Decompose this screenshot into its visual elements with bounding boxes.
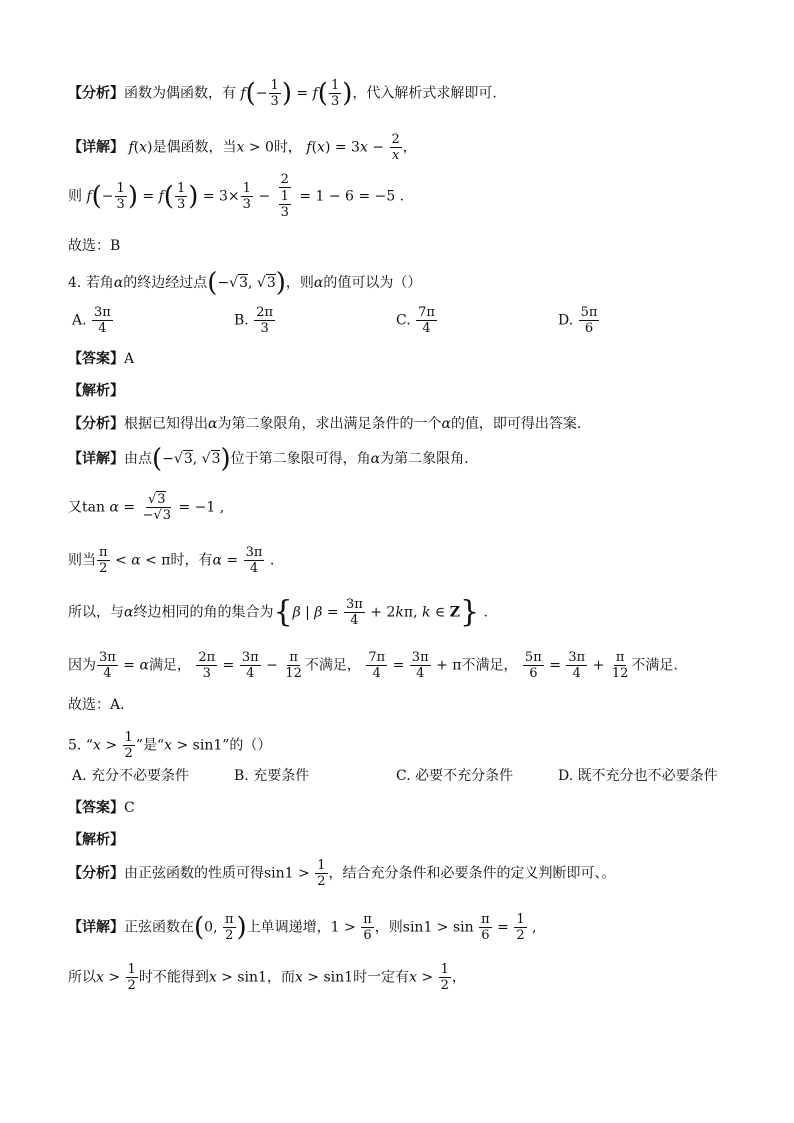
- analysis-tag: 【分析】: [68, 865, 124, 882]
- q4-option-d: [558, 305, 600, 336]
- q4-stem: 4. 若角α的终边经过点(−√3, √3)，则α的值可以为（）: [68, 268, 422, 298]
- q4-so-b: 终边相同的角的集合为: [133, 604, 274, 621]
- q4-option-c: [396, 305, 438, 336]
- q3-analysis-text: 函数为偶函数，有: [124, 85, 236, 102]
- option-letter: A.: [72, 312, 87, 329]
- q4-detail: 【详解】由点(−√3, √3)位于第二象限可得，角α为第二象限角.: [68, 444, 469, 474]
- q3-detail-end: ，: [402, 139, 417, 156]
- q4-then-when-b: 时，有: [170, 552, 213, 569]
- q5-stem-b: ”是“: [135, 737, 165, 754]
- q3-analysis-line: 【分析】函数为偶函数，有 f(− $\frac{1}{3}$ ) = f( $\frac{1}{3}$ )，代入解析式求解即可.: [68, 78, 497, 109]
- q4-detail-a: 由点: [124, 451, 152, 467]
- q5-option-c: [396, 765, 513, 785]
- q5-stem-c: ”的（）: [222, 737, 272, 754]
- q5-answer: [68, 797, 135, 817]
- option-letter: C.: [396, 768, 411, 784]
- explain-tag: 【解析】: [68, 383, 124, 399]
- q4-analysis-a: 根据已知得出: [124, 416, 208, 432]
- option-text: 必要不充分条件: [415, 768, 514, 784]
- detail-tag: 【详解】: [68, 919, 124, 936]
- q4-option-b: [234, 305, 276, 336]
- answer-value: A: [124, 351, 135, 367]
- q4-detail-b: 位于第二象限可得，角: [230, 451, 371, 467]
- q5-option-a: [72, 765, 189, 785]
- q4-tan-line: 又tan α = $\frac{√3}{-√3}$ = −1 ,: [68, 492, 225, 523]
- option-den: 4: [98, 321, 107, 336]
- q3-compute-line: 则 f(− $\frac{1}{3}$ ) = f( $\frac{1}{3}$ ) = 3× $\frac{1}{3}$ − $\frac{2}{\frac{1}{3}}$ = 1 − 6 = −5 .: [68, 172, 405, 220]
- option-text: 既不充分也不必要条件: [577, 768, 718, 784]
- q4-range-line: 则当 $\frac{\pi}{2}$ < α < π时，有α = $\frac{3\pi}{4}$ .: [68, 545, 275, 576]
- option-text: 充要条件: [253, 768, 310, 784]
- q4-analysis-c: 的值，即可得出答案.: [450, 416, 582, 432]
- q4-choice: 故选：A.: [68, 697, 125, 713]
- q5-option-b: [234, 765, 309, 785]
- q5-last-c: ，而: [266, 969, 295, 986]
- q4-detail-c: 为第二象限角.: [380, 451, 469, 467]
- q5-analysis-b: ，结合充分条件和必要条件的定义判断即可、。: [328, 865, 616, 882]
- q5-detail-c: ，则: [374, 919, 403, 936]
- option-den: 3: [260, 321, 269, 336]
- q4-not-satisfy-end: 不满足.: [631, 657, 678, 674]
- q5-explain-tag: [68, 829, 124, 849]
- option-den: 6: [584, 321, 594, 336]
- option-text: 充分不必要条件: [91, 768, 190, 784]
- q4-stem-a: 若角: [85, 275, 114, 291]
- q4-because: 因为: [68, 657, 96, 674]
- detail-tag: 【详解】: [68, 139, 124, 156]
- q5-option-d: [558, 765, 718, 785]
- q4-number: 4.: [68, 275, 82, 291]
- q4-so-a: 所以，与: [68, 604, 124, 621]
- q5-last-a: 所以: [68, 969, 96, 986]
- q5-analysis-a: 由正弦函数的性质可得: [124, 865, 264, 882]
- answer-value: C: [124, 800, 135, 816]
- q5-last-e: ，: [451, 969, 466, 986]
- option-letter: B.: [234, 768, 249, 784]
- q4-satisfy: 满足，: [148, 657, 191, 674]
- answer-tag: 【答案】: [68, 800, 124, 816]
- explain-tag: 【解析】: [68, 832, 124, 848]
- q3-detail-line: 【详解】 f(x)是偶函数，当x > 0时， f(x) = 3x − $\frac{2}{x}$ ，: [68, 132, 417, 163]
- option-num: 3π: [94, 305, 111, 320]
- q3-analysis-tail: ，代入解析式求解即可.: [352, 85, 497, 102]
- analysis-tag: 【分析】: [68, 416, 124, 432]
- answer-tag: 【答案】: [68, 351, 124, 367]
- q5-detail-a: 正弦函数在: [124, 919, 194, 936]
- q4-not-satisfy-1: 不满足，: [304, 657, 361, 674]
- q4-check-line: 因为 $\frac{3\pi}{4}$ = α满足， $\frac{2\pi}{3}$ = $\frac{3\pi}{4}$ − $\frac{\pi}{12}$ 不满足， $\frac{7\pi}{4}$ = $\frac{3\pi}{4}$ + π不满足， $\frac{5\pi}{6}$ = $\frac{3\pi}{4}$ + $\frac{\pi}{12}$ 不满足.: [68, 650, 678, 681]
- q5-detail-b: 上单调递增，: [246, 919, 331, 936]
- option-letter: D.: [558, 768, 574, 784]
- detail-tag: 【详解】: [68, 451, 124, 467]
- analysis-tag: 【分析】: [68, 85, 124, 102]
- q5-number: 5.: [68, 737, 82, 754]
- q5-detail: 【详解】正弦函数在(0, $\frac{\pi}{2}$ )上单调递增，1 > $\frac{\pi}{6}$ ，则sin1 > sin $\frac{\pi}{6}$ = $\frac{1}{2}$ ,: [68, 912, 537, 943]
- q4-analysis: 【分析】根据已知得出α为第二象限角，求出满足条件的一个α的值，即可得出答案.: [68, 416, 582, 432]
- q4-answer: [68, 348, 134, 368]
- option-letter: A.: [72, 768, 87, 784]
- option-num: 2π: [256, 305, 274, 320]
- option-den: 4: [422, 321, 431, 336]
- q3-choice: 故选：B: [68, 238, 121, 254]
- q4-option-a: [72, 305, 114, 336]
- q5-last-b: 时不能得到: [138, 969, 209, 986]
- option-letter: B.: [234, 312, 249, 329]
- q4-set-line: 所以，与α终边相同的角的集合为{β | β = $\frac{3\pi}{4}$ + 2kπ, k ∈ Z} .: [68, 594, 488, 630]
- q4-stem-d: 的值可以为（）: [323, 275, 422, 291]
- q5-stem-a: “: [85, 737, 93, 754]
- q4-analysis-b: 为第二象限角，求出满足条件的一个: [217, 416, 442, 432]
- q5-conclusion: 所以x > $\frac{1}{2}$ 时不能得到x > sin1，而x > sin1时一定有x > $\frac{1}{2}$ ，: [68, 962, 466, 993]
- q3-detail-text-b: 时，: [273, 139, 302, 156]
- q4-stem-c: ，则: [285, 275, 314, 291]
- option-letter: C.: [396, 312, 411, 329]
- q4-stem-b: 的终边经过点: [123, 275, 208, 291]
- option-letter: D.: [558, 312, 574, 329]
- q4-also: 又: [68, 499, 82, 516]
- q3-then: 则: [68, 188, 82, 205]
- q4-explain-tag: [68, 380, 124, 400]
- option-num: 7π: [418, 305, 435, 320]
- q4-then-when: 则当: [68, 552, 96, 569]
- q5-stem: 5. “x > $\frac{1}{2}$ ”是“x > sin1”的（）: [68, 730, 272, 761]
- option-num: 5π: [580, 305, 598, 320]
- q5-analysis: 【分析】由正弦函数的性质可得sin1 > $\frac{1}{2}$ ，结合充分条件和必要条件的定义判断即可、。: [68, 858, 616, 889]
- q5-last-d: 时一定有: [353, 969, 410, 986]
- q4-not-satisfy-2: 不满足，: [461, 657, 518, 674]
- q3-detail-text-a: 是偶函数，当: [152, 139, 237, 156]
